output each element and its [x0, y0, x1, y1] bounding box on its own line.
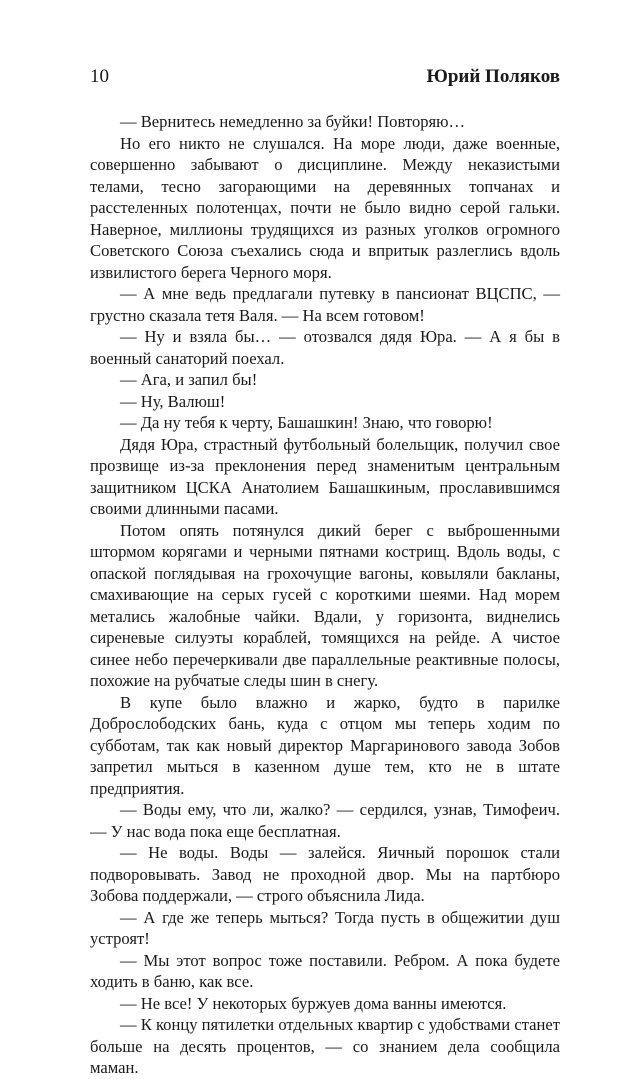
paragraph: — Мы этот вопрос тоже поставили. Ребром. А пока будете ходить в баню, как все. [90, 950, 560, 991]
paragraph: Но его никто не слушался. На море люди, даже военные, совершенно забывают о дисциплине. Между неказистыми телами, тесно загорающими на деревянных топчанах и расстеленных полотенцах, почти не было видно серой гальки. Наверное, миллионы трудящихся из разных уголков огромного Советского Союза съехались сюда и впритык разлеглись вдоль извилистого берега Черного моря. [90, 133, 560, 282]
book-page [90, 66, 560, 1079]
paragraph: — Воды ему, что ли, жалко? — сердился, узнав, Тимофеич. — У нас вода пока еще бесплатная. [90, 800, 560, 841]
paragraph: — Ага, и запил бы! [120, 370, 258, 389]
running-header [90, 66, 560, 96]
paragraph: — А где же теперь мыться? Тогда пусть в общежитии душ устроят! [90, 907, 560, 948]
page-body [90, 111, 560, 1079]
author-name: Юрий Поляков [426, 66, 560, 87]
paragraph: — Не все! У некоторых буржуев дома ванны имеются. [120, 993, 507, 1013]
page-number: 10 [90, 66, 109, 87]
paragraph: — Ну и взяла бы… — отозвался дядя Юра. — А я бы в военный санаторий поехал. [90, 327, 560, 368]
paragraph: — К концу пятилетки отдельных квартир с удобствами станет больше на десять процентов, — со знанием дела сообщила маман. [90, 1015, 561, 1077]
paragraph: Потом опять потянулся дикий берег с выброшенными штормом корягами и черными пятнами кострищ. Вдоль воды, с опаской поглядывая на грохочущие вагоны, ковыляли бакланы, смахивающие на серых гусей с короткими шеями. Над морем метались жалобные чайки. Вдали, у горизонта, виднелись сиреневые силуэты кораблей, томящихся на рейде. А чистое синее небо перечеркивали две параллельные реактивные полосы, похожие на рубчатые следы шин в снегу. [90, 520, 560, 690]
paragraph: — А мне ведь предлагали путевку в пансионат ВЦСПС, — грустно сказала тетя Валя. — На всем готовом! [90, 284, 560, 325]
paragraph: — Вернитесь немедленно за буйки! Повторяю… [120, 112, 466, 131]
paragraph: Дядя Юра, страстный футбольный болельщик, получил свое прозвище из-за преклонения перед знаменитым центральным защитником ЦСКА Анатолием Башашкиным, прославившимся своими длинными пасами. [90, 434, 560, 518]
paragraph: В купе было влажно и жарко, будто в парилке Доброслободских бань, куда с отцом мы теперь ходим по субботам, так как новый директор Маргаринового завода Зобов запретил мыться в казенном душе тем, кто не в штате предприятия. [90, 692, 560, 798]
paragraph: — Не воды. Воды — залейся. Яичный порошок стали подворовывать. Завод не проходной двор. Мы на партбюро Зобова поддержали, — строго объяснила Лида. [90, 843, 560, 905]
paragraph: — Да ну тебя к черту, Башашкин! Знаю, что говорю! [120, 413, 493, 432]
paragraph: — Ну, Валюш! [120, 391, 226, 411]
